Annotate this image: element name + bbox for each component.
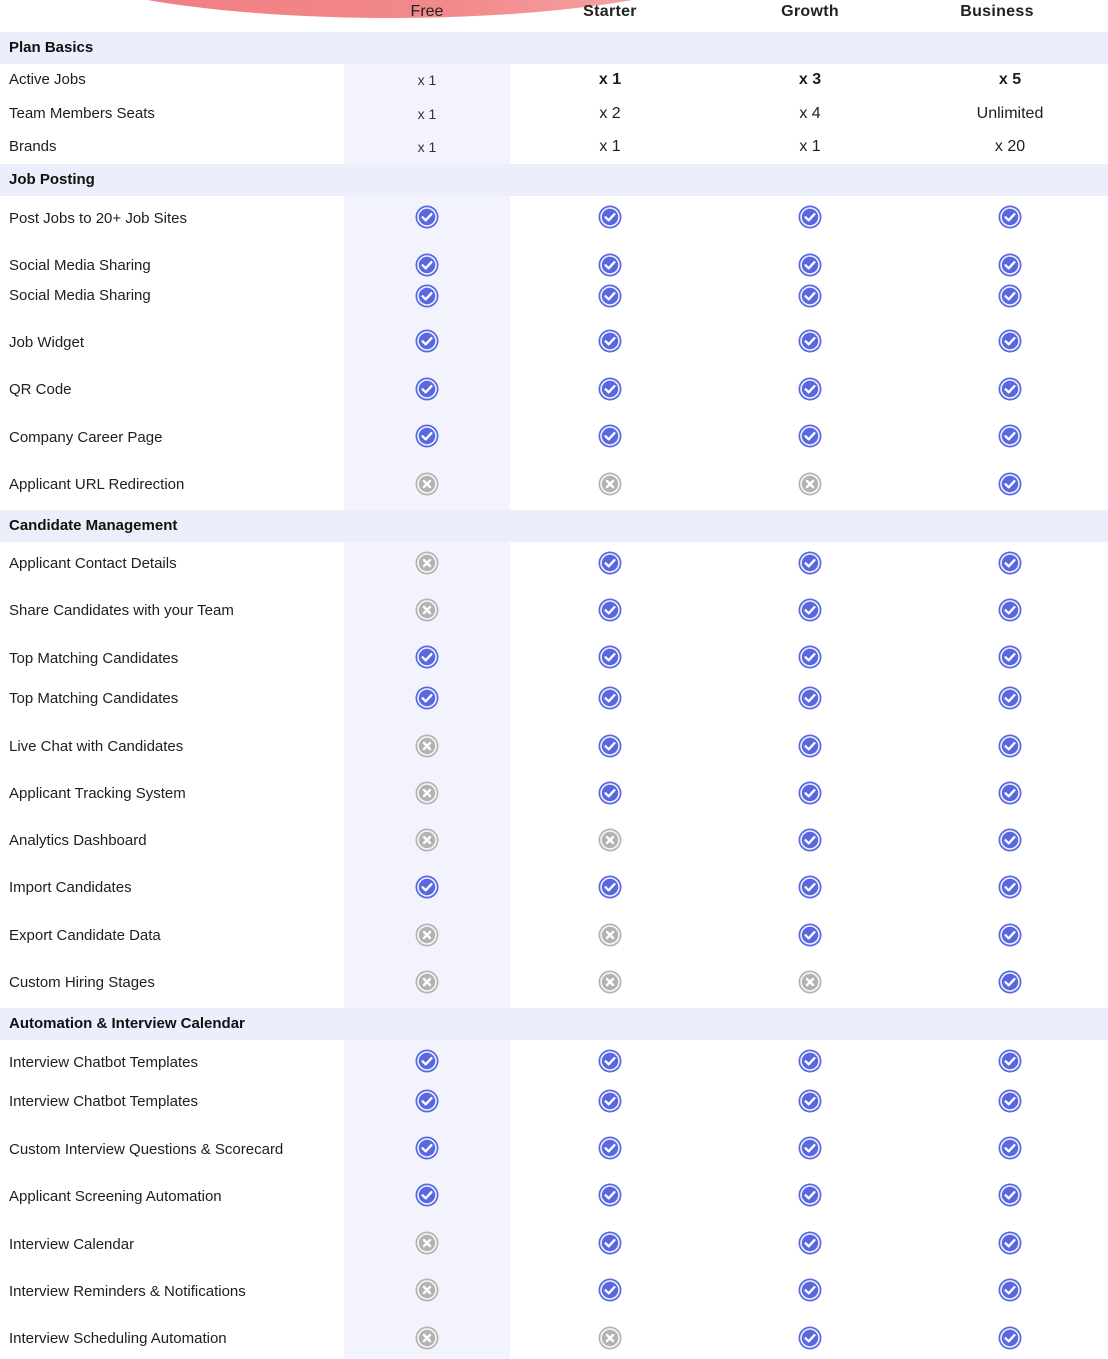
feature-label: Custom Hiring Stages [9, 974, 155, 991]
plan-header-starter: Starter [583, 3, 637, 20]
check-circle-icon [415, 284, 439, 308]
feature-label: Active Jobs [9, 71, 86, 88]
x-circle-icon [598, 828, 622, 852]
feature-label: Live Chat with Candidates [9, 738, 184, 755]
check-circle-icon [998, 1326, 1022, 1350]
plan-value: x 1 [799, 138, 821, 155]
check-circle-icon [998, 1049, 1022, 1073]
check-circle-icon [415, 1089, 439, 1113]
plan-value: x 4 [799, 105, 821, 122]
section-header-band [0, 164, 1108, 196]
check-circle-icon [798, 1231, 822, 1255]
check-circle-icon [998, 1231, 1022, 1255]
check-circle-icon [998, 472, 1022, 496]
check-circle-icon [798, 686, 822, 710]
plan-value: Unlimited [976, 105, 1044, 122]
check-circle-icon [415, 253, 439, 277]
feature-label: Top Matching Candidates [9, 650, 179, 667]
feature-label: Applicant Screening Automation [9, 1188, 222, 1205]
check-circle-icon [598, 645, 622, 669]
feature-label: Applicant Tracking System [9, 785, 186, 802]
feature-label: Interview Chatbot Templates [9, 1093, 198, 1110]
feature-label: Applicant Contact Details [9, 555, 177, 572]
feature-label: Custom Interview Questions & Scorecard [9, 1141, 284, 1158]
x-circle-icon [415, 923, 439, 947]
check-circle-icon [598, 1278, 622, 1302]
plan-value: x 2 [599, 105, 621, 122]
x-circle-icon [598, 970, 622, 994]
plan-value: x 1 [417, 72, 437, 88]
check-circle-icon [998, 875, 1022, 899]
feature-label: Export Candidate Data [9, 927, 161, 944]
check-circle-icon [798, 781, 822, 805]
check-circle-icon [998, 377, 1022, 401]
check-circle-icon [598, 424, 622, 448]
check-circle-icon [598, 875, 622, 899]
feature-label: Company Career Page [9, 429, 163, 446]
check-circle-icon [798, 377, 822, 401]
check-circle-icon [998, 329, 1022, 353]
plan-value: x 1 [417, 139, 437, 155]
x-circle-icon [415, 734, 439, 758]
feature-label: Interview Calendar [9, 1236, 135, 1253]
check-circle-icon [798, 1326, 822, 1350]
check-circle-icon [798, 1136, 822, 1160]
check-circle-icon [598, 205, 622, 229]
check-circle-icon [598, 1049, 622, 1073]
check-circle-icon [415, 205, 439, 229]
feature-label: Import Candidates [9, 879, 132, 896]
x-circle-icon [415, 781, 439, 805]
check-circle-icon [998, 645, 1022, 669]
plan-value: x 5 [998, 71, 1022, 88]
check-circle-icon [598, 284, 622, 308]
x-circle-icon [798, 970, 822, 994]
plan-header-growth: Growth [781, 3, 839, 20]
x-circle-icon [415, 970, 439, 994]
section-title: Automation & Interview Calendar [9, 1015, 245, 1032]
check-circle-icon [598, 329, 622, 353]
check-circle-icon [998, 1136, 1022, 1160]
check-circle-icon [998, 781, 1022, 805]
feature-label: Brands [9, 138, 57, 155]
feature-label: Interview Chatbot Templates [9, 1054, 198, 1071]
x-circle-icon [415, 1231, 439, 1255]
feature-label: Top Matching Candidates [9, 690, 179, 707]
x-circle-icon [598, 1326, 622, 1350]
check-circle-icon [998, 284, 1022, 308]
check-circle-icon [598, 253, 622, 277]
check-circle-icon [798, 1183, 822, 1207]
check-circle-icon [415, 645, 439, 669]
check-circle-icon [798, 253, 822, 277]
check-circle-icon [798, 923, 822, 947]
check-circle-icon [998, 970, 1022, 994]
check-circle-icon [598, 551, 622, 575]
check-circle-icon [998, 205, 1022, 229]
check-circle-icon [998, 551, 1022, 575]
check-circle-icon [598, 781, 622, 805]
x-circle-icon [598, 472, 622, 496]
x-circle-icon [415, 472, 439, 496]
check-circle-icon [798, 424, 822, 448]
check-circle-icon [598, 1136, 622, 1160]
check-circle-icon [798, 205, 822, 229]
check-circle-icon [598, 686, 622, 710]
check-circle-icon [598, 1089, 622, 1113]
check-circle-icon [998, 734, 1022, 758]
plan-value: x 3 [798, 71, 822, 88]
section-title: Job Posting [9, 171, 95, 188]
feature-label: Interview Scheduling Automation [9, 1330, 227, 1347]
check-circle-icon [415, 1136, 439, 1160]
check-circle-icon [798, 1278, 822, 1302]
feature-label: Analytics Dashboard [9, 832, 147, 849]
check-circle-icon [798, 875, 822, 899]
check-circle-icon [798, 1089, 822, 1113]
plan-value: x 20 [994, 138, 1026, 155]
feature-label: Job Widget [9, 334, 85, 351]
x-circle-icon [415, 1278, 439, 1302]
check-circle-icon [415, 875, 439, 899]
feature-label: Social Media Sharing [9, 257, 151, 274]
x-circle-icon [415, 828, 439, 852]
check-circle-icon [598, 377, 622, 401]
check-circle-icon [415, 1183, 439, 1207]
check-circle-icon [798, 551, 822, 575]
x-circle-icon [598, 923, 622, 947]
check-circle-icon [998, 923, 1022, 947]
plan-header-business: Business [960, 3, 1034, 20]
check-circle-icon [598, 734, 622, 758]
plan-header-free: Free [410, 3, 444, 20]
check-circle-icon [798, 598, 822, 622]
check-circle-icon [598, 598, 622, 622]
section-header-band [0, 32, 1108, 64]
check-circle-icon [415, 424, 439, 448]
x-circle-icon [415, 1326, 439, 1350]
plan-value: x 1 [599, 138, 621, 155]
check-circle-icon [998, 828, 1022, 852]
feature-label: Applicant URL Redirection [9, 476, 185, 493]
check-circle-icon [415, 377, 439, 401]
check-circle-icon [415, 686, 439, 710]
check-circle-icon [598, 1183, 622, 1207]
feature-label: Share Candidates with your Team [9, 602, 234, 619]
check-circle-icon [798, 645, 822, 669]
check-circle-icon [798, 828, 822, 852]
check-circle-icon [415, 329, 439, 353]
check-circle-icon [998, 1278, 1022, 1302]
feature-label: Team Members Seats [9, 105, 155, 122]
plan-value: x 1 [598, 71, 622, 88]
x-circle-icon [415, 598, 439, 622]
check-circle-icon [598, 1231, 622, 1255]
plan-value: x 1 [417, 106, 437, 122]
check-circle-icon [998, 253, 1022, 277]
check-circle-icon [998, 1183, 1022, 1207]
check-circle-icon [798, 329, 822, 353]
feature-label: QR Code [9, 381, 72, 398]
feature-label: Interview Reminders & Notifications [9, 1283, 246, 1300]
check-circle-icon [998, 1089, 1022, 1113]
x-circle-icon [798, 472, 822, 496]
check-circle-icon [798, 734, 822, 758]
check-circle-icon [415, 1049, 439, 1073]
section-title: Candidate Management [9, 517, 178, 534]
section-title: Plan Basics [9, 39, 94, 56]
check-circle-icon [798, 284, 822, 308]
check-circle-icon [998, 598, 1022, 622]
check-circle-icon [998, 686, 1022, 710]
check-circle-icon [798, 1049, 822, 1073]
check-circle-icon [998, 424, 1022, 448]
feature-label: Post Jobs to 20+ Job Sites [9, 210, 188, 227]
feature-label: Social Media Sharing [9, 287, 151, 304]
header-decoration [30, 0, 750, 18]
x-circle-icon [415, 551, 439, 575]
